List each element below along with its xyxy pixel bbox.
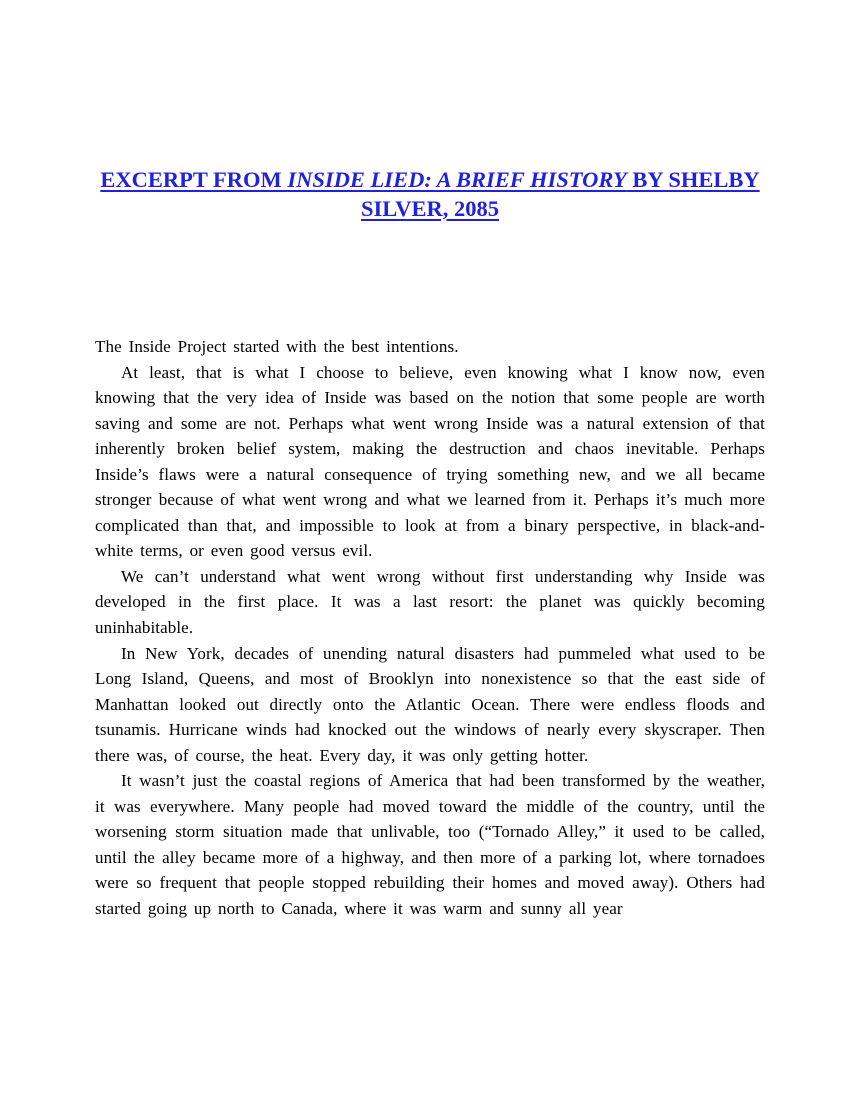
title-book-name: INSIDE LIED: A BRIEF HISTORY bbox=[287, 167, 627, 192]
document-body bbox=[95, 334, 765, 922]
paragraph-2: At least, that is what I choose to believe, even knowing what I know now, even knowing that the very idea of Inside was based on the notion that some people are worth saving and some are not. Perhaps what went wrong Inside was a natural extension of that inherently broken belief system, making the destruction and chaos inevitable. Perhaps Inside’s flaws were a natural consequence of trying something new, and we all became stronger because of what went wrong and what we learned from it. Perhaps it’s much more complicated than that, and impossible to look at from a binary perspective, in black-and-white terms, or even good versus evil. bbox=[95, 362, 765, 561]
document-title-link[interactable] bbox=[95, 166, 765, 223]
title-prefix: EXCERPT FROM bbox=[100, 167, 288, 192]
paragraph-5: It wasn’t just the coastal regions of America that had been transformed by the weather, it was everywhere. Many people had moved toward the middle of the country, until the worsening storm situation made that unlivable, too (“Tornado Alley,” it used to be called, until the alley became more of a highway, and then more of a parking lot, where tornadoes were so frequent that people stopped rebuilding their homes and moved away). Others had started going up north to Canada, where it was warm and sunny all year bbox=[95, 771, 765, 919]
paragraph-4: In New York, decades of unending natural disasters had pummeled what used to be Long Island, Queens, and most of Brooklyn into nonexistence so that the east side of Manhattan looked out directly onto the Atlantic Ocean. There were endless floods and tsunamis. Hurricane winds had knocked out the windows of nearly every skyscraper. Then there was, of course, the heat. Every day, it was only getting hotter. bbox=[95, 643, 765, 765]
paragraph-1: The Inside Project started with the best intentions. bbox=[95, 337, 459, 356]
title-suffix: BY SHELBY SILVER, 2085 bbox=[361, 167, 760, 221]
paragraph-3: We can’t understand what went wrong without first understanding why Inside was developed in the first place. It was a last resort: the planet was quickly becoming uninhabitable. bbox=[95, 566, 765, 638]
